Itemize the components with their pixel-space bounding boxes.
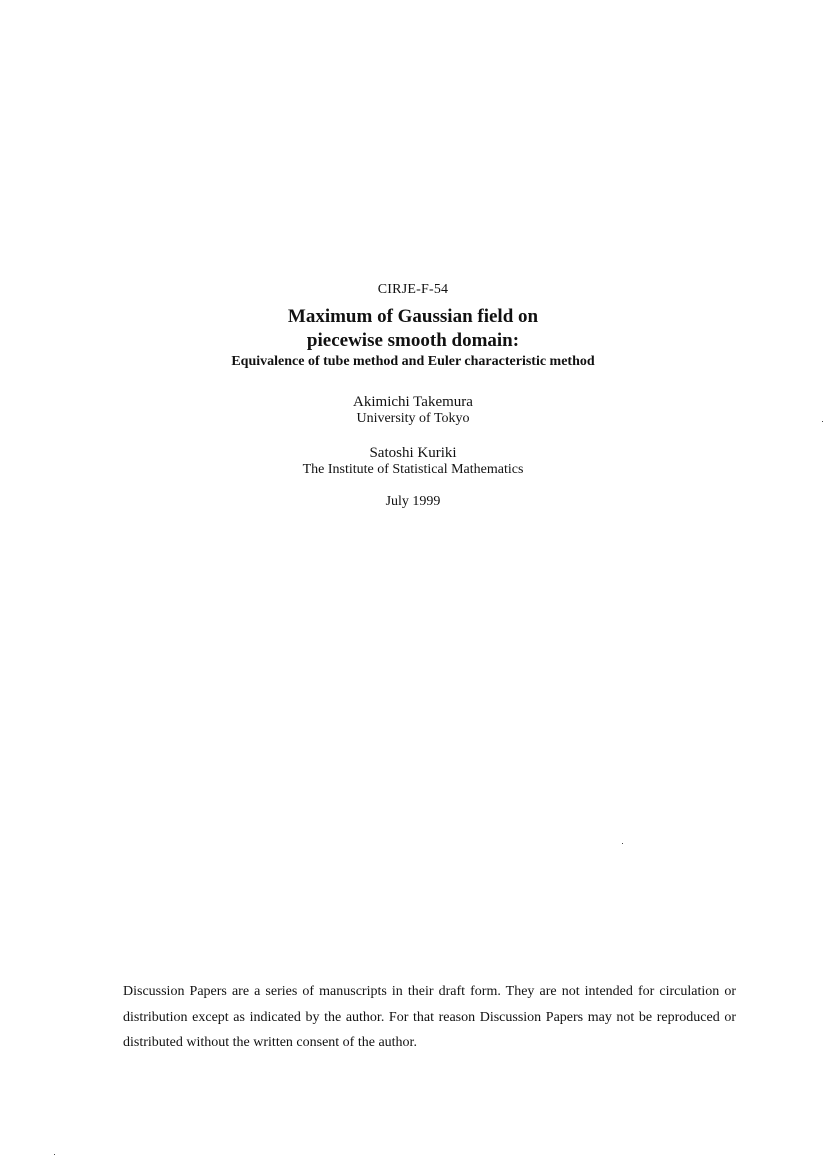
scan-speck (622, 843, 623, 844)
author-name: Satoshi Kuriki (369, 445, 457, 461)
scan-speck (822, 421, 823, 422)
author-affiliation: University of Tokyo (356, 411, 470, 426)
paper-date: July 1999 (385, 494, 441, 509)
author-name: Akimichi Takemura (353, 394, 473, 410)
scan-speck (54, 1154, 55, 1155)
author-affiliation: The Institute of Statistical Mathematics (302, 462, 524, 477)
paper-title-line-2: piecewise smooth domain: (306, 330, 520, 351)
paper-subtitle: Equivalence of tube method and Euler characteristic method (231, 354, 595, 369)
disclaimer-text: Discussion Papers are a series of manuscripts in their draft form. They are not intended for circulation or distribution except as indicated by the author. For that reason Discussion Papers may not be reproduced or distributed without the written consent of the author. (123, 984, 736, 1050)
paper-id: CIRJE-F-54 (377, 282, 449, 297)
paper-title-line-1: Maximum of Gaussian field on (287, 306, 539, 327)
